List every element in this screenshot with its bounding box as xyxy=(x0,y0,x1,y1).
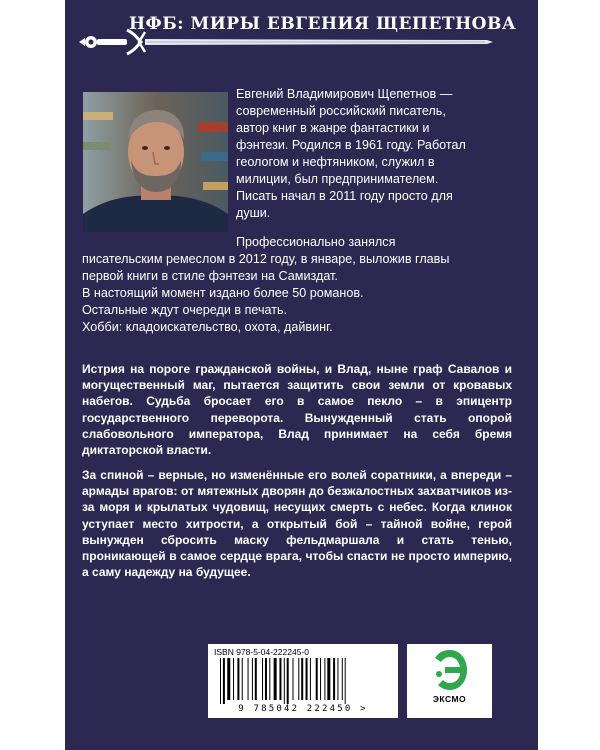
barcode-digits: 9 785042 222450 > xyxy=(238,704,368,714)
author-photo xyxy=(83,92,228,232)
publisher-logo-panel xyxy=(407,644,492,718)
bio-line: современный российский писатель, xyxy=(236,104,446,118)
bio-line: Остальные ждут очереди в печать. xyxy=(82,303,288,317)
bio-line: геологом и нефтяником, служил в xyxy=(236,155,435,169)
bio-line: первой книги в стиле фэнтези на Самиздат. xyxy=(82,269,338,283)
bio-line: автор книг в жанре фантастики и xyxy=(236,121,430,135)
barcode-icon xyxy=(216,658,390,704)
author-portrait-icon xyxy=(83,92,228,232)
bio-line: писательским ремеслом в 2012 году, в январе, выложив главы xyxy=(82,252,450,266)
bio-line: Хобби: кладоискательство, охота, дайвинг. xyxy=(82,320,333,334)
bio-line: милиции, был предпринимателем. xyxy=(236,172,439,186)
publisher-name: ЭКСМО xyxy=(432,694,467,704)
bio-line: В настоящий момент издано более 50 романов. xyxy=(82,286,364,300)
bio-line: Евгений Владимирович Щепетнов — xyxy=(236,87,453,101)
bio-line: фэнтези. Родился в 1961 году. Работал xyxy=(236,138,466,152)
blurb-paragraph: Истрия на пороге гражданской войны, и Влад, ныне граф Савалов и могущественный маг, пытается защитить свои земли от кровавых набегов. Судьба бросает его в самое пекло – в эпицентр государственного переворота. Вынужденный стать опорой слабовольного императора, Влад принимает на себя бремя диктаторской власти. xyxy=(82,362,512,458)
blurb-paragraph: За спиной – верные, но изменённые его волей соратники, а впереди – армады врагов: от мятежных дворян до безжалостных захватчиков из-за моря и крылатых чудовищ, несущих смерть с небес. Когда клинок уступает место хитрости, а открытый бой – тайной войне, герой вынужден сбросить маску фельдмаршала и стать тенью, проникающей в самое сердце врага, чтобы спасти не просто империю, а саму надежду на будущее. xyxy=(82,468,512,580)
series-title: НФБ: МИРЫ ЕВГЕНИЯ ЩЕПЕТНОВА xyxy=(129,14,517,34)
bio-line: Профессионально занялся xyxy=(236,235,396,249)
bio-line: души. xyxy=(236,206,271,220)
author-bio-top xyxy=(236,86,506,222)
bio-line: Писать начал в 2011 году просто для xyxy=(236,189,453,203)
eksmo-logo-icon xyxy=(431,648,469,692)
isbn-label: ISBN 978-5-04-222245-0 xyxy=(214,647,309,657)
barcode-panel xyxy=(208,644,398,718)
author-bio-bottom xyxy=(82,234,522,336)
